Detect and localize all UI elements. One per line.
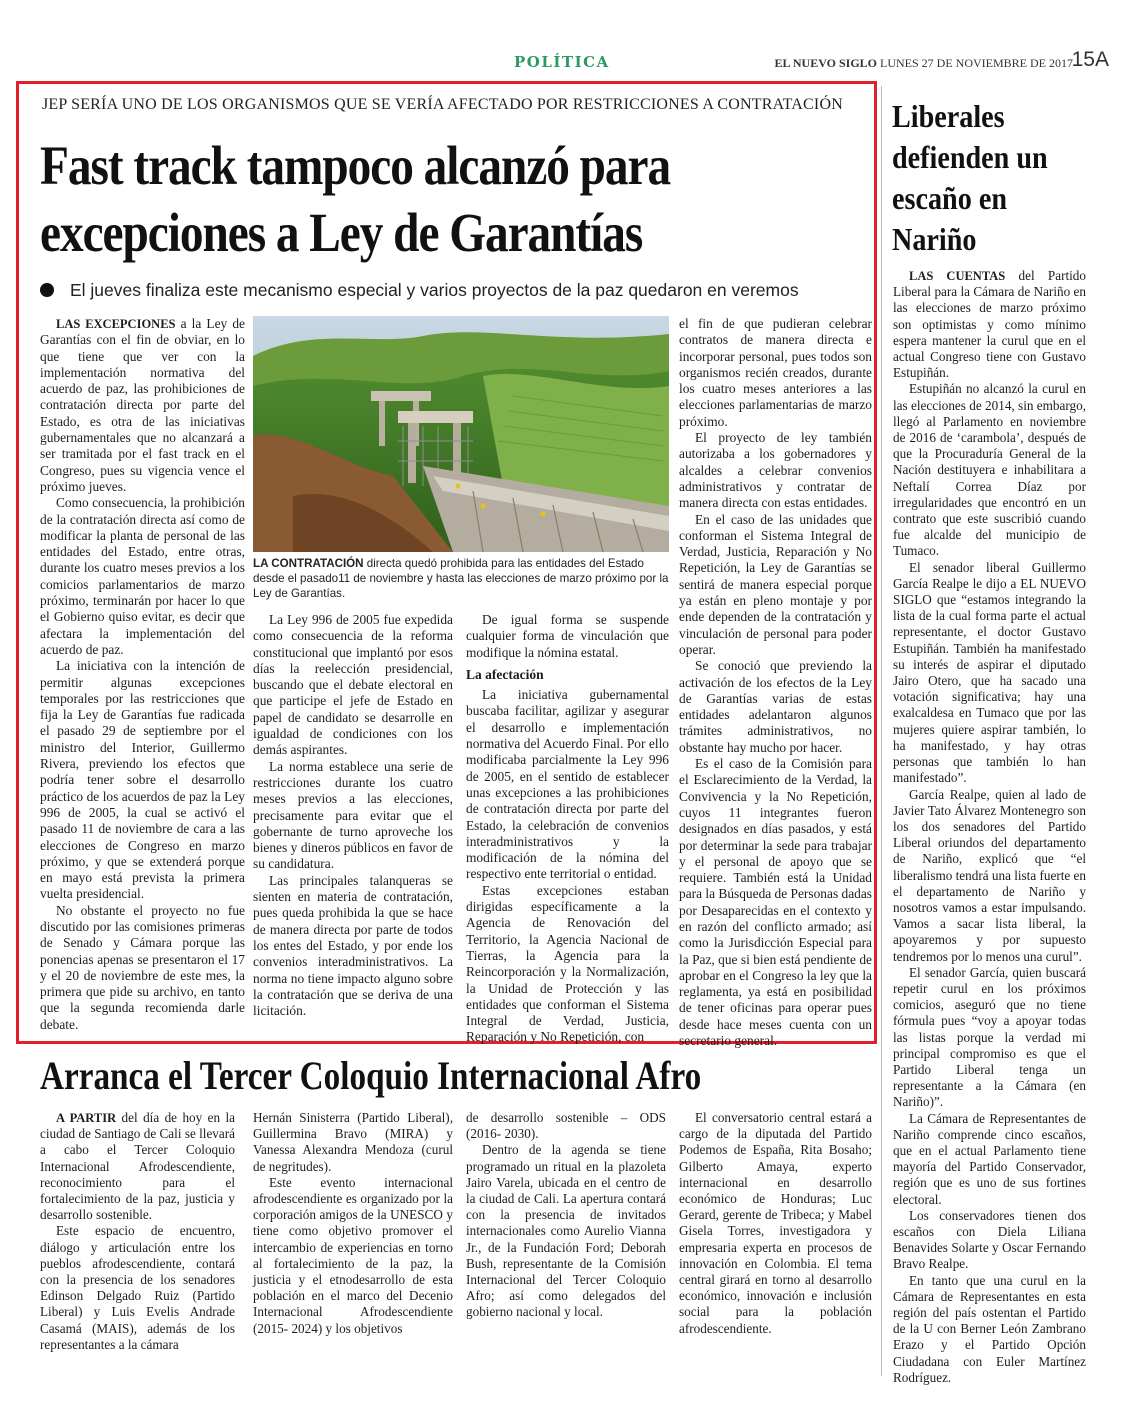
- paragraph: El senador liberal Guillermo García Realpe le dijo a EL NUEVO SIGLO que “estamos integrando la lista de la cual forma parte el actual representante, el doctor Gustavo Estupiñán. También ha manifestado su interés de aspirar el diputado Jairo Otero, que ha sacado una votación significativa; hay una exalcaldesa en Tumaco que por las mujeres quiere aspirar también, lo ha manifestado, y hay otras personas que también lo han manifestado”.: [893, 559, 1086, 786]
- paragraph: Estas excepciones estaban dirigidas específicamente a la Agencia de Renovación del Territorio, la Agencia Nacional de Tierras, la Agencia para la Reincorporación y la Normalización, la Unidad de Protección y las entidades que conforman el Sistema Integral de Verdad, Justicia, Reparación y No Repetición, con: [466, 882, 669, 1045]
- main-column-1: [40, 316, 245, 1033]
- dateline: [775, 56, 1073, 71]
- paragraph: La iniciativa con la intención de permitir algunas excepciones temporales por las restricciones que fija la Ley de Garantías fue radicada el pasado 29 de septiembre por el ministro del Interior, Guillermo Rivera, previendo los efectos que podría tener sobre el desarrollo práctico de los acuerdos de paz la Ley 996 de 2005, la cual se activó el pasado 11 de noviembre de cara a las elecciones de Congreso en marzo próximo, y que se extenderá porque en mayo está prevista la primera vuelta presidencial.: [40, 658, 245, 902]
- lead-in: LAS CUENTAS: [909, 269, 1006, 283]
- paragraph: La Ley 996 de 2005 fue expedida como consecuencia de la reforma constitucional que implantó por esos días la reelección presidencial, buscando que el debate electoral en que participe el jefe de Estado en papel de candidato se desarrolle en igualdad de condiciones con los demás aspirantes.: [253, 612, 453, 758]
- side-column: [893, 268, 1086, 1386]
- date: LUNES 27 DE NOVIEMBRE DE 2017: [880, 56, 1073, 70]
- paragraph-text: del Partido Liberal para la Cámara de Nariño en las elecciones de marzo próximo son optimistas y como mínimo espera mantener la curul que en el actual Congreso tiene con Gustavo Estupiñán.: [893, 268, 1086, 381]
- construction-photo: [253, 316, 669, 552]
- paragraph: Este espacio de encuentro, diálogo y articulación entre los pueblos afrodescendiente, contará con la presencia de los senadores Edinson Delgado Ruiz (Partido Liberal) y Luis Evelis Andrade Casamá (MAIS), además de los representantes a la cámara: [40, 1223, 235, 1352]
- paragraph: [40, 316, 245, 495]
- paragraph-text: del día de hoy en la ciudad de Santiago de Cali se llevará a cabo el Tercer Coloquio Internacional Afrodescendiente, reconocimiento para el fortalecimiento de la paz, justicia y desarrollo sostenible.: [40, 1110, 236, 1223]
- main-column-2: [253, 612, 453, 1019]
- paragraph: No obstante el proyecto no fue discutido por las comisiones primeras de Senado y Cámara porque las ponencias apenas se presentaron el 17 y el 20 de noviembre de este mes, la primera que pide su archivo, en tanto que la segunda recomienda darle debate.: [40, 902, 245, 1032]
- paragraph: Este evento internacional afrodescendiente es organizado por la corporación amigos de la UNESCO y tiene como objetivo promover el intercambio de experiencias en torno al fortalecimiento de la paz, la justicia y el etnodesarrollo de esta población en el marco del Decenio Internacional Afrodescendiente (2015- 2024) y los objetivos: [253, 1174, 453, 1336]
- paragraph: Estupiñán no alcanzó la curul en las elecciones de 2014, sin embargo, llegó al Parlamento en noviembre de 2016 de ‘carambola’, después de que la Procuraduría General de la Nación destituyera e inhabilitara a Neftalí Correa Díaz por irregularidades que encontró en un contrato que este suscribió cuando fue alcalde del municipio de Tumaco.: [893, 381, 1086, 559]
- photo-caption: [253, 556, 669, 601]
- caption-text: directa quedó prohibida para las entidades del Estado desde el pasado11 de noviembre y hasta las elecciones de marzo próximo por la Ley de Garantías.: [253, 557, 669, 600]
- bottom-column-2: [253, 1110, 453, 1337]
- subheading: La afectación: [466, 666, 544, 682]
- bullet-icon: [40, 283, 54, 297]
- paragraph: el fin de que pudieran celebrar contratos de manera directa e incorporar personal, pues todos son organismos recién creados, durante los cuatro meses anteriores a las elecciones parlamentarias de marzo próximo.: [679, 316, 872, 429]
- paragraph: Hernán Sinisterra (Partido Liberal), Guillermina Bravo (MIRA) y Vanessa Alexandra Mendoza (curul de negritudes).: [253, 1110, 453, 1174]
- paragraph: En el caso de las unidades que conforman el Sistema Integral de Verdad, Justicia, Reparación y No Repetición, la Ley de Garantías se sentirá de manera especial porque ya están en pleno montaje y por ende dependen de la contratación y vinculación de personal para poder operar.: [679, 511, 872, 657]
- main-column-3: [466, 612, 669, 1046]
- page-header: [16, 48, 1109, 76]
- paragraph: El senador García, quien buscará repetir curul en los próximos comicios, aseguró que no tiene fórmula pues “voy a apoyar todas las listas porque la verdad mi principal compromiso es que el Partido Liberal tenga un representante a la Cámara (en Nariño)”.: [893, 964, 1086, 1110]
- caption-lead: LA CONTRATACIÓN: [253, 557, 364, 570]
- main-deck-text: El jueves finaliza este mecanismo especial y varios proyectos de la paz quedaron en veremos: [70, 280, 799, 300]
- main-kicker: JEP SERÍA UNO DE LOS ORGANISMOS QUE SE VERÍA AFECTADO POR RESTRICCIONES A CONTRATACIÓN: [42, 96, 843, 113]
- lead-in: LAS EXCEPCIONES: [56, 317, 176, 331]
- paragraph: Como consecuencia, la prohibición de la contratación directa así como de modificar la planta de personal de las entidades del Estado, entre otras, durante los cuatro meses previos a los comicios parlamentarios de marzo próximo, terminarán por hacer lo que el Gobierno quiso evitar, es decir que afectara la implementación del acuerdo de paz.: [40, 495, 245, 657]
- section-label: POLÍTICA: [514, 53, 610, 71]
- paragraph: En tanto que una curul en la Cámara de Representantes en esta región del país ostentan el Partido de la U con Berner León Zambrano Erazo y el Partido Opción Ciudadana con Euler Martínez Rodríguez.: [893, 1272, 1086, 1385]
- paragraph: Se conoció que previendo la activación de los efectos de la Ley de Garantías varias de estas entidades adelantaron algunos trámites administrativos, no obstante hay mucho por hacer.: [679, 658, 872, 755]
- paragraph: La norma establece una serie de restricciones durante los cuatro meses previos a las elecciones, precisamente para evitar que el gobernante de turno aproveche los bienes y dineros públicos en favor de su candidatura.: [253, 758, 453, 872]
- main-headline-line-2: excepciones a Ley de Garantías: [40, 202, 643, 263]
- paragraph: Los conservadores tienen dos escaños con Diela Liliana Benavides Solarte y Oscar Fernando Bravo Realpe.: [893, 1207, 1086, 1272]
- paragraph: García Realpe, quien al lado de Javier Tato Álvarez Montenegro son los dos senadores del Partido Liberal oriundos del departamento de Nariño, explicó que “el liberalismo tendrá una lista fuerte en el departamento de Nariño y nosotros vamos a estar impulsando. Vamos a sacar lista liberal, la apoyaremos y por supuesto tendremos por lo menos una curul”.: [893, 786, 1086, 964]
- paragraph: [893, 268, 1086, 381]
- paragraph: [40, 1110, 235, 1223]
- paragraph-text: a la Ley de Garantías con el fin de obviar, en lo que tiene que ver con la implementación normativa del acuerdo de paz, las prohibiciones de contratación directa por parte del Estado, es otra de las iniciativas gubernamentales que no alcanzará a ser tramitada por el fast track en el Congreso, pues su vigencia vence el próximo jueves.: [40, 316, 245, 494]
- main-headline: [40, 132, 754, 266]
- paragraph: El conversatorio central estará a cargo de la diputada del Partido Podemos de España, Rita Bosaho; Gilberto Amaya, experto internacional en desarrollo económico de Honduras; Luc Gerard, gerente de Tribeca; y Mabel Gisela Torres, investigadora y empresaria experta en procesos de innovación en Colombia. El tema central girará en torno al desarrollo económico, innovación e inclusión social para la población afrodescendiente.: [679, 1110, 872, 1336]
- column-divider: [881, 86, 882, 1376]
- paragraph: La Cámara de Representantes de Nariño comprende cinco escaños, que en el actual Parlamento tiene mayoría del Partido Conservador, región que es uno de sus fortines electoral.: [893, 1110, 1086, 1207]
- bottom-column-4: [679, 1110, 872, 1337]
- paragraph: Dentro de la agenda se tiene programado un ritual en la plazoleta Jairo Varela, ubicada en el centro de la ciudad de Cali. La apertura contará con la presencia de invitados internacionales como Aurelio Vianna Jr., de la Fundación Ford; Deborah Bush, representante de la Comisión Internacional del Tercer Coloquio Afro; así como delegados del gobierno nacional y local.: [466, 1142, 666, 1320]
- paragraph: Las principales talanqueras se sienten en materia de contratación, pues queda prohibida la que se hace de manera directa por parte de todos los entes del Estado, y por ende los convenios interadministrativos. La norma no tiene impacto alguno sobre la contratación que se deriva de una licitación.: [253, 872, 453, 1019]
- main-column-4: [679, 316, 872, 1049]
- paragraph: de desarrollo sostenible – ODS (2016- 2030).: [466, 1110, 666, 1142]
- paper-name: EL NUEVO SIGLO: [774, 56, 877, 70]
- bottom-column-3: [466, 1110, 666, 1321]
- main-headline-line-1: Fast track tampoco alcanzó para: [40, 135, 671, 196]
- paragraph: Es el caso de la Comisión para el Esclarecimiento de la Verdad, la Convivencia y la No Repetición, cuyos 11 integrantes fueron designados en días pasados, y está por determinar la sede para trabajar y el personal de apoyo que se requiere. También está la Unidad para la Búsqueda de Personas dadas por Desaparecidas en el contexto y en razón del conflicto armado; así como la Jurisdicción Especial para la Paz, que si bien está pendiente de aprobar en el Congreso la ley que la reglamenta, ya está en posibilidad de tener oficinas para operar pues desde hace meses cuenta con un secretario general.: [679, 756, 872, 1049]
- bottom-headline: Arranca el Tercer Coloquio Internacional Afro: [40, 1053, 702, 1098]
- page-number: 15A: [1071, 48, 1109, 71]
- main-deck: [40, 280, 870, 301]
- paragraph: La iniciativa gubernamental buscaba facilitar, agilizar y asegurar el desarrollo e implementación normativa del Acuerdo Final. Por ello modificaba parcialmente la Ley 996 de 2005, en el sentido de establecer unas excepciones a las prohibiciones de contratación directa por parte del Estado, la celebración de convenios interadministrativos y la modificación de la nómina del respectivo ente territorial o entidad.: [466, 687, 669, 882]
- bottom-column-1: [40, 1110, 235, 1353]
- side-headline: Liberales defienden un escaño en Nariño: [892, 98, 1048, 257]
- lead-in: A PARTIR: [56, 1111, 117, 1125]
- paragraph: De igual forma se suspende cualquier forma de vinculación que modifique la nómina estatal.: [466, 612, 669, 660]
- construction-photo-image: [253, 316, 669, 552]
- paragraph: El proyecto de ley también autorizaba a los gobernadores y alcaldes a celebrar convenios administrativos y contratar de manera directa con estas entidades.: [679, 430, 872, 511]
